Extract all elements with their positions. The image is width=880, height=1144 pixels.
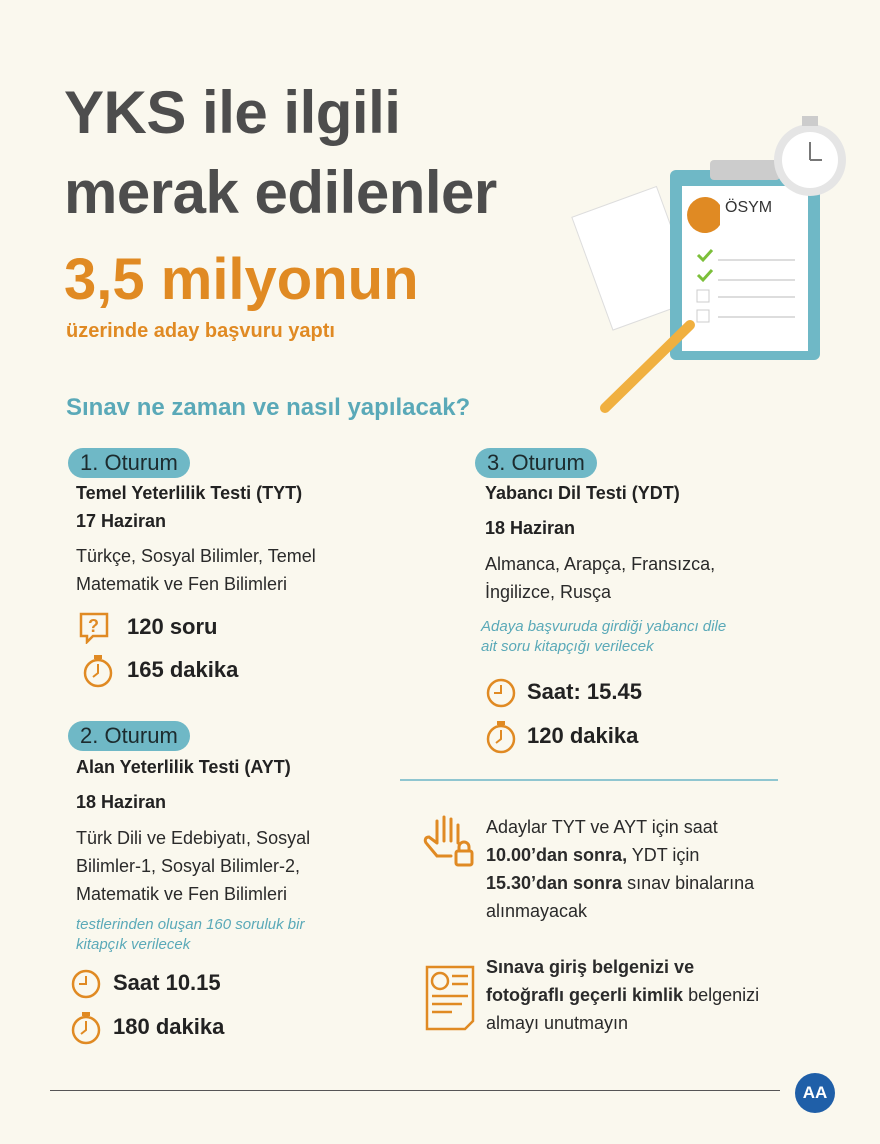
session-2-test: Alan Yeterlilik Testi (AYT) bbox=[76, 757, 291, 777]
id-document-icon bbox=[424, 964, 476, 1032]
notice-text: alınmayacak bbox=[486, 901, 588, 921]
question-icon bbox=[79, 612, 109, 644]
stopwatch-icon bbox=[82, 654, 114, 688]
session-3-note: ait soru kitapçığı verilecek bbox=[481, 638, 654, 655]
aa-logo: AA bbox=[795, 1073, 835, 1113]
session-1-desc: Matematik ve Fen Bilimleri bbox=[76, 574, 288, 594]
notice-entry-time bbox=[486, 813, 796, 925]
session-1-duration: 165 dakika bbox=[127, 657, 239, 682]
session-2-pill: 2. Oturum bbox=[68, 721, 190, 751]
notice-bold: Sınava giriş belgenizi ve bbox=[486, 957, 695, 977]
session-3-date: 18 Haziran bbox=[485, 518, 576, 538]
notice-text: sınav binalarına bbox=[622, 873, 755, 893]
session-2-note: testlerinden oluşan 160 soruluk bir bbox=[76, 916, 305, 933]
session-2-duration: 180 dakika bbox=[113, 1014, 225, 1039]
highlight-subtitle: üzerinde aday başvuru yaptı bbox=[66, 320, 335, 342]
session-1-pill: 1. Oturum bbox=[68, 448, 190, 478]
clock-icon bbox=[485, 677, 517, 709]
notice-text: belgenizi bbox=[683, 985, 760, 1005]
highlight-number: 3,5 milyonun bbox=[64, 247, 419, 312]
session-1-desc: Türkçe, Sosyal Bilimler, Temel bbox=[76, 546, 316, 566]
session-2-note: kitapçık verilecek bbox=[76, 936, 191, 953]
notice-text: YDT için bbox=[627, 845, 700, 865]
session-3-time: Saat: 15.45 bbox=[527, 679, 642, 704]
notice-bold: 15.30’dan sonra bbox=[486, 873, 623, 893]
section-question: Sınav ne zaman ve nasıl yapılacak? bbox=[66, 394, 471, 421]
osym-label: ÖSYM bbox=[725, 199, 773, 216]
notice-text: Adaylar TYT ve AYT için saat bbox=[486, 817, 718, 837]
session-3-desc: Almanca, Arapça, Fransızca, bbox=[485, 554, 716, 574]
session-1-test: Temel Yeterlilik Testi (TYT) bbox=[76, 483, 303, 503]
session-2-date: 18 Haziran bbox=[76, 792, 167, 812]
stopwatch-icon bbox=[485, 720, 517, 754]
session-3-duration: 120 dakika bbox=[527, 723, 639, 748]
session-3-pill: 3. Oturum bbox=[475, 448, 597, 478]
session-2-time: Saat 10.15 bbox=[113, 970, 221, 995]
notice-text: almayı unutmayın bbox=[486, 1013, 629, 1033]
session-3-note: Adaya başvuruda girdiği yabancı dile bbox=[481, 618, 727, 635]
stopwatch-icon bbox=[70, 1011, 102, 1045]
hand-lock-icon bbox=[423, 813, 478, 868]
clock-icon bbox=[70, 968, 102, 1000]
session-3-desc: İngilizce, Rusça bbox=[485, 582, 612, 602]
session-1-questions: 120 soru bbox=[127, 614, 218, 639]
divider bbox=[400, 779, 778, 781]
notice-documents bbox=[486, 953, 796, 1037]
session-2-desc: Türk Dili ve Edebiyatı, Sosyal bbox=[76, 828, 311, 848]
title-line-1: YKS ile ilgili bbox=[64, 79, 401, 146]
notice-bold: 10.00’dan sonra, bbox=[486, 845, 628, 865]
session-3-test: Yabancı Dil Testi (YDT) bbox=[485, 483, 680, 503]
footer-line bbox=[50, 1090, 780, 1091]
session-2-desc: Matematik ve Fen Bilimleri bbox=[76, 884, 288, 904]
session-2-desc: Bilimler-1, Sosyal Bilimler-2, bbox=[76, 856, 301, 876]
clipboard-illustration bbox=[570, 90, 870, 420]
title-line-2: merak edilenler bbox=[64, 159, 497, 226]
session-1-date: 17 Haziran bbox=[76, 511, 167, 531]
notice-bold: fotoğraflı geçerli kimlik bbox=[486, 985, 684, 1005]
svg-text:?: ? bbox=[88, 616, 99, 636]
